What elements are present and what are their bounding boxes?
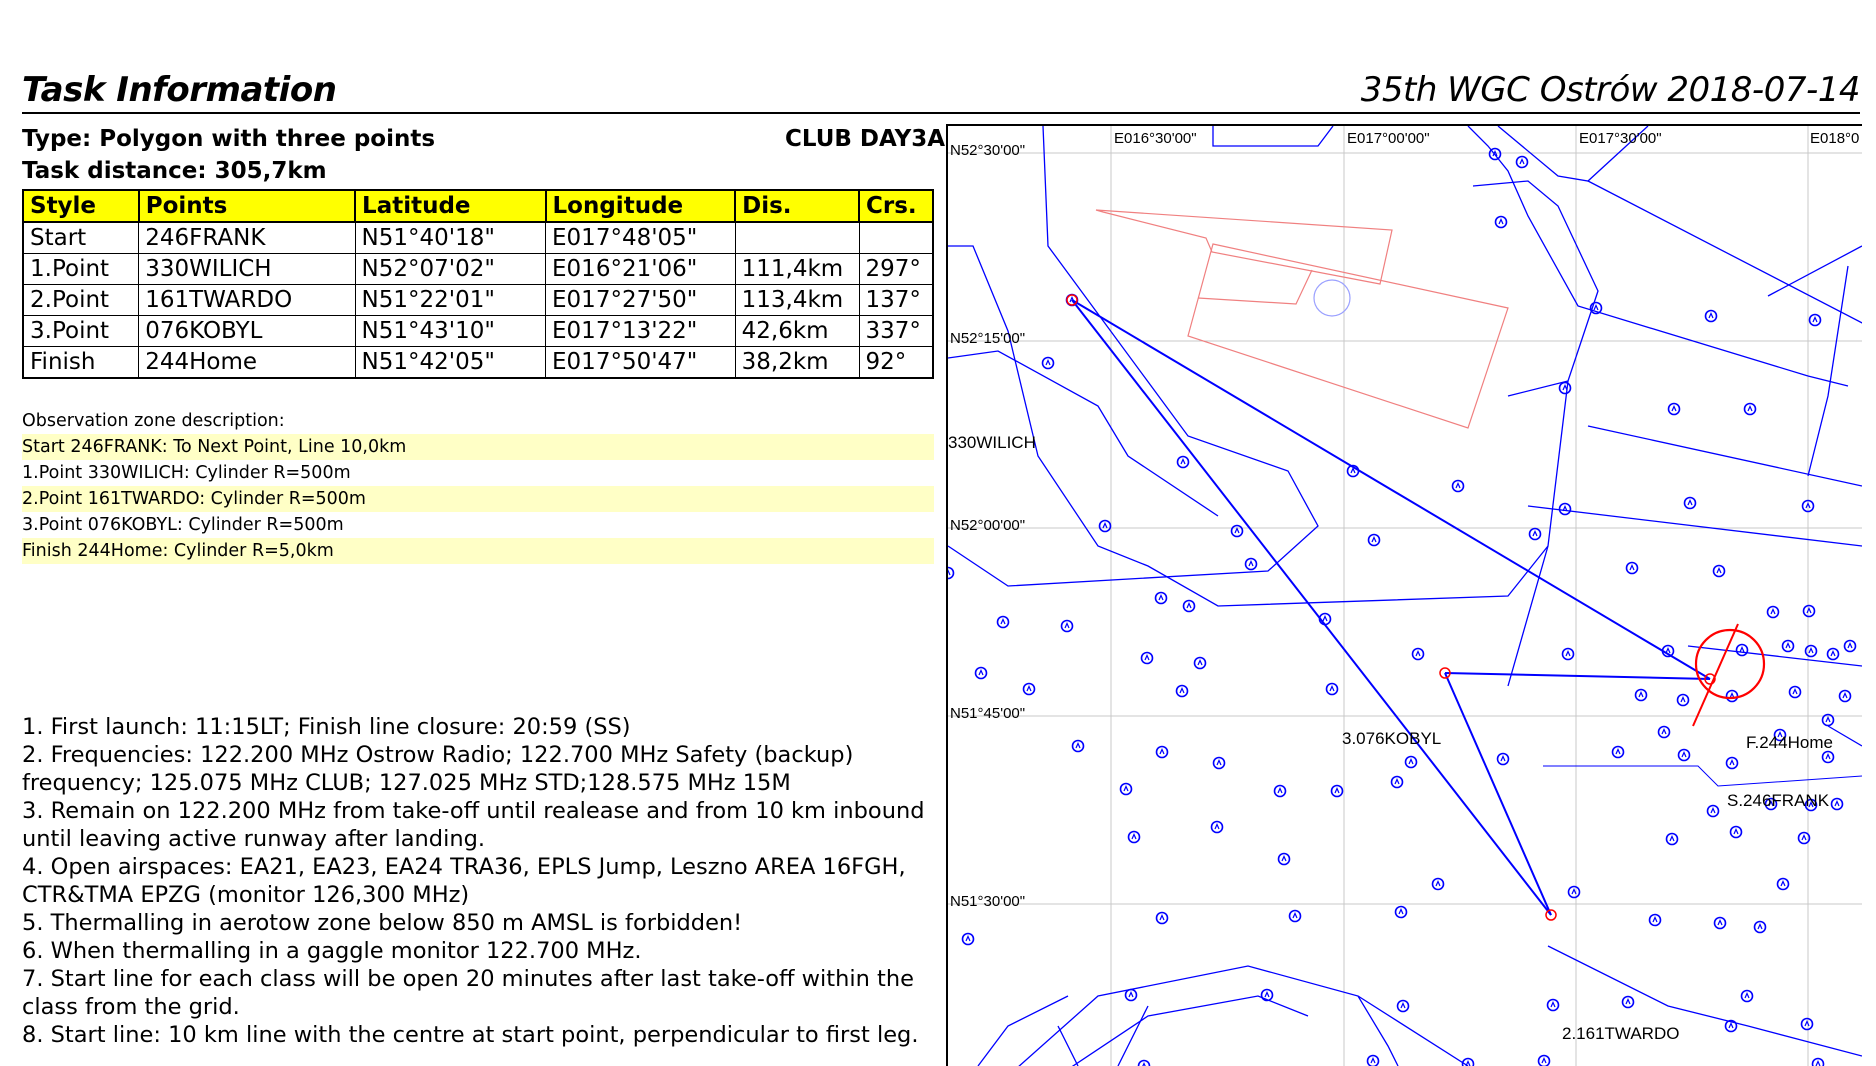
longitude-label: E017°30'00" bbox=[1579, 130, 1662, 147]
airspace-boundary bbox=[1213, 126, 1333, 146]
turnpoint-icon bbox=[1024, 684, 1035, 695]
turnpoint-icon bbox=[1742, 991, 1753, 1002]
turnpoint-icon bbox=[1398, 1001, 1409, 1012]
table-cell: N52°07'02" bbox=[355, 254, 545, 285]
turnpoint-icon bbox=[1667, 834, 1678, 845]
table-cell: E017°48'05" bbox=[546, 222, 736, 254]
turnpoint-icon bbox=[1157, 747, 1168, 758]
map-labels bbox=[948, 130, 1859, 1043]
list-item: Finish 244Home: Cylinder R=5,0km bbox=[22, 538, 934, 564]
turnpoint-icon bbox=[1369, 535, 1380, 546]
restricted-zone bbox=[1198, 270, 1312, 304]
turnpoint-icon bbox=[1563, 649, 1574, 660]
turnpoint-icon bbox=[1685, 498, 1696, 509]
column-header: Dis. bbox=[735, 190, 859, 222]
turnpoint-icon bbox=[1246, 559, 1257, 570]
task-type: Type: Polygon with three points bbox=[22, 126, 435, 152]
turnpoint-icon bbox=[1714, 566, 1725, 577]
turnpoint-icon bbox=[1650, 915, 1661, 926]
task-distance: Task distance: 305,7km bbox=[22, 158, 327, 184]
column-header: Points bbox=[139, 190, 355, 222]
table-cell: 137° bbox=[859, 285, 933, 316]
turnpoint-icon bbox=[1126, 990, 1137, 1001]
longitude-label: E018°0 bbox=[1810, 130, 1859, 147]
turnpoint-icon bbox=[1129, 832, 1140, 843]
turnpoint-label-twardo: 2.161TWARDO bbox=[1562, 1024, 1679, 1043]
turnpoint-icon bbox=[1156, 593, 1167, 604]
page-title: Task Information bbox=[22, 70, 336, 110]
latitude-label: N52°00'00" bbox=[950, 517, 1025, 534]
turnpoint-icon bbox=[1396, 907, 1407, 918]
observation-zone-list bbox=[22, 434, 934, 564]
turnpoint-icon bbox=[1560, 504, 1571, 515]
turnpoint-icon bbox=[1453, 481, 1464, 492]
turnpoint-icon bbox=[1790, 687, 1801, 698]
turnpoint-icon bbox=[1279, 854, 1290, 865]
column-header: Crs. bbox=[859, 190, 933, 222]
airspace-boundary bbox=[1808, 376, 1848, 386]
turnpoint-icon bbox=[1569, 887, 1580, 898]
latitude-label: N51°45'00" bbox=[950, 705, 1025, 722]
turnpoint-icon bbox=[1332, 786, 1343, 797]
turnpoint-icon bbox=[976, 668, 987, 679]
turnpoint-icon bbox=[1142, 653, 1153, 664]
turnpoint-icon bbox=[1778, 879, 1789, 890]
course-leg bbox=[1072, 300, 1710, 679]
turnpoint-icon bbox=[1496, 217, 1507, 228]
table-cell: 244Home bbox=[139, 347, 355, 379]
turnpoint-icon bbox=[1548, 1000, 1559, 1011]
turnpoint-label-frank: S.246FRANK bbox=[1727, 791, 1830, 810]
task-course bbox=[1067, 295, 1764, 920]
airspace-boundary bbox=[1588, 426, 1862, 486]
note-item: 1. First launch: 11:15LT; Finish line closure: 20:59 (SS) bbox=[22, 713, 932, 741]
turnpoint-label-home: F.244Home bbox=[1746, 733, 1833, 752]
turnpoint-icon bbox=[1184, 601, 1195, 612]
turnpoint-icon bbox=[1413, 649, 1424, 660]
table-cell: 1.Point bbox=[23, 254, 139, 285]
turnpoint-icon bbox=[1275, 786, 1286, 797]
turnpoint-icon bbox=[1828, 649, 1839, 660]
note-item: 3. Remain on 122.200 MHz from take-off until realease and from 10 km inbound until leaving active runway after landing. bbox=[22, 797, 932, 853]
turnpoint-icon bbox=[1560, 383, 1571, 394]
restricted-zone bbox=[1188, 244, 1508, 428]
turnpoint-icon bbox=[1100, 521, 1111, 532]
table-cell: N51°40'18" bbox=[355, 222, 545, 254]
turnpoint-icon bbox=[1731, 827, 1742, 838]
turnpoint-icon bbox=[1678, 695, 1689, 706]
turnpoint-icon bbox=[1043, 358, 1054, 369]
turnpoint-icon bbox=[1783, 641, 1794, 652]
note-item: 7. Start line for each class will be open 20 minutes after last take-off within the class from the grid. bbox=[22, 965, 932, 1021]
airspace-boundary bbox=[1588, 181, 1862, 326]
table-row bbox=[23, 285, 933, 316]
turnpoint-icon bbox=[1755, 922, 1766, 933]
list-item: 1.Point 330WILICH: Cylinder R=500m bbox=[22, 460, 934, 486]
turnpoint-icon bbox=[1727, 691, 1738, 702]
table-cell: 92° bbox=[859, 347, 933, 379]
turnpoint-icon bbox=[998, 617, 1009, 628]
longitude-label: E017°00'00" bbox=[1347, 130, 1430, 147]
turnpoint-icon bbox=[1463, 1059, 1474, 1066]
turnpoint-icon bbox=[1232, 526, 1243, 537]
task-table bbox=[22, 189, 934, 379]
turnpoint-icon bbox=[1327, 684, 1338, 695]
table-cell: 330WILICH bbox=[139, 254, 355, 285]
task-notes bbox=[22, 713, 932, 1049]
turnpoint-icon bbox=[1810, 315, 1821, 326]
task-map[interactable] bbox=[946, 124, 1862, 1066]
latitude-label: N52°30'00" bbox=[950, 142, 1025, 159]
course-leg bbox=[1445, 673, 1551, 915]
column-header: Style bbox=[23, 190, 139, 222]
table-cell: 38,2km bbox=[735, 347, 859, 379]
table-cell: 111,4km bbox=[735, 254, 859, 285]
map-canvas bbox=[948, 126, 1862, 1066]
turnpoint-icon bbox=[1121, 784, 1132, 795]
airspace-boundary bbox=[1008, 966, 1398, 1066]
turnpoint-icon bbox=[1212, 822, 1223, 833]
turnpoint-icon bbox=[1139, 1061, 1150, 1066]
restricted-zone bbox=[1314, 280, 1350, 316]
table-cell: N51°42'05" bbox=[355, 347, 545, 379]
airspace-boundary bbox=[1058, 996, 1308, 1066]
turnpoint-icon bbox=[1498, 754, 1509, 765]
turnpoint-icon bbox=[1178, 457, 1189, 468]
table-cell: E016°21'06" bbox=[546, 254, 736, 285]
turnpoint-label-wilich: 330WILICH bbox=[948, 433, 1036, 452]
turnpoint-icon bbox=[1659, 727, 1670, 738]
table-cell: N51°43'10" bbox=[355, 316, 545, 347]
airspace-boundary bbox=[1118, 1006, 1148, 1066]
note-item: 5. Thermalling in aerotow zone below 850 m AMSL is forbidden! bbox=[22, 909, 932, 937]
table-cell bbox=[859, 222, 933, 254]
turnpoint-icon bbox=[1802, 1019, 1813, 1030]
turnpoint-icon bbox=[1613, 747, 1624, 758]
longitude-label: E016°30'00" bbox=[1114, 130, 1197, 147]
airspace-boundary bbox=[1528, 506, 1862, 546]
turnpoint-icon bbox=[1177, 686, 1188, 697]
turnpoint-icon bbox=[1073, 741, 1084, 752]
turnpoint-icon bbox=[1832, 799, 1843, 810]
course-leg bbox=[1072, 300, 1551, 915]
table-row bbox=[23, 222, 933, 254]
turnpoint-icon bbox=[1290, 911, 1301, 922]
airspace-boundary bbox=[1058, 1026, 1078, 1066]
table-cell: 2.Point bbox=[23, 285, 139, 316]
turnpoint-icon bbox=[948, 568, 954, 579]
table-cell: 42,6km bbox=[735, 316, 859, 347]
turnpoint-icon bbox=[1804, 606, 1815, 617]
table-cell: 246FRANK bbox=[139, 222, 355, 254]
list-item: 2.Point 161TWARDO: Cylinder R=500m bbox=[22, 486, 934, 512]
turnpoint-icon bbox=[1262, 990, 1273, 1001]
turnpoint-icon bbox=[1737, 645, 1748, 656]
turnpoint-icon bbox=[1727, 758, 1738, 769]
table-cell bbox=[735, 222, 859, 254]
table-cell: Finish bbox=[23, 347, 139, 379]
header-divider bbox=[22, 112, 1860, 114]
turnpoint-icon bbox=[1195, 658, 1206, 669]
airspace-boundary bbox=[1828, 726, 1862, 746]
table-cell: 076KOBYL bbox=[139, 316, 355, 347]
observation-zone-title: Observation zone description: bbox=[22, 411, 285, 431]
turnpoint-icon bbox=[1214, 758, 1225, 769]
turnpoint-icon bbox=[1392, 777, 1403, 788]
table-cell: N51°22'01" bbox=[355, 285, 545, 316]
turnpoint-icon bbox=[1636, 690, 1647, 701]
table-cell: 337° bbox=[859, 316, 933, 347]
note-item: 4. Open airspaces: EA21, EA23, EA24 TRA36, EPLS Jump, Leszno AREA 16FGH, CTR&TMA EPZG (monitor 126,300 MHz) bbox=[22, 853, 932, 909]
table-cell: 297° bbox=[859, 254, 933, 285]
turnpoint-icon bbox=[1679, 750, 1690, 761]
airspace-boundary bbox=[978, 996, 1068, 1066]
table-cell: Start bbox=[23, 222, 139, 254]
turnpoint-icon bbox=[963, 934, 974, 945]
turnpoint-icon bbox=[1745, 404, 1756, 415]
note-item: 2. Frequencies: 122.200 MHz Ostrow Radio; 122.700 MHz Safety (backup) frequency; 125.075 MHz CLUB; 127.025 MHz STD;128.575 MHz 15M bbox=[22, 741, 932, 797]
turnpoint-icon bbox=[1368, 1056, 1379, 1066]
turnpoint-markers bbox=[948, 149, 1856, 1066]
table-cell: 3.Point bbox=[23, 316, 139, 347]
turnpoint-icon bbox=[1433, 879, 1444, 890]
class-day: CLUB DAY3A bbox=[785, 126, 945, 152]
airspace-boundary bbox=[1543, 766, 1862, 786]
latitude-label: N51°30'00" bbox=[950, 893, 1025, 910]
turnpoint-icon bbox=[1539, 1056, 1550, 1066]
start-line bbox=[1693, 624, 1738, 726]
table-row bbox=[23, 347, 933, 379]
task-table-header bbox=[23, 190, 933, 222]
turnpoint-label-kobyl: 3.076KOBYL bbox=[1342, 729, 1441, 748]
turnpoint-icon bbox=[1406, 757, 1417, 768]
turnpoint-icon bbox=[1627, 563, 1638, 574]
column-header: Longitude bbox=[546, 190, 736, 222]
turnpoint-icon bbox=[1768, 607, 1779, 618]
turnpoint-icon bbox=[1623, 997, 1634, 1008]
turnpoint-icon bbox=[1823, 752, 1834, 763]
list-item: 3.Point 076KOBYL: Cylinder R=500m bbox=[22, 512, 934, 538]
table-cell: E017°50'47" bbox=[546, 347, 736, 379]
table-row bbox=[23, 254, 933, 285]
airspace-boundary bbox=[1468, 126, 1808, 376]
note-item: 6. When thermalling in a gaggle monitor 122.700 MHz. bbox=[22, 937, 932, 965]
airspace-boundary bbox=[1473, 181, 1598, 396]
turnpoint-icon bbox=[1062, 621, 1073, 632]
airspace-boundary bbox=[1768, 246, 1862, 296]
turnpoint-icon bbox=[1813, 1059, 1824, 1066]
table-cell: 161TWARDO bbox=[139, 285, 355, 316]
note-item: 8. Start line: 10 km line with the centre at start point, perpendicular to first leg. bbox=[22, 1021, 932, 1049]
turnpoint-icon bbox=[1845, 641, 1856, 652]
competition-name: 35th WGC Ostrów 2018-07-14 bbox=[1361, 70, 1860, 110]
turnpoint-icon bbox=[1530, 529, 1541, 540]
table-cell: E017°27'50" bbox=[546, 285, 736, 316]
table-cell: 113,4km bbox=[735, 285, 859, 316]
turnpoint-icon bbox=[1840, 691, 1851, 702]
turnpoint-icon bbox=[1708, 806, 1719, 817]
course-leg bbox=[1445, 673, 1710, 679]
table-row bbox=[23, 316, 933, 347]
turnpoint-icon bbox=[1706, 311, 1717, 322]
turnpoint-icon bbox=[1806, 646, 1817, 657]
airspace-boundary bbox=[1508, 381, 1568, 686]
turnpoint-icon bbox=[1726, 1021, 1737, 1032]
turnpoint-icon bbox=[1823, 715, 1834, 726]
turnpoint-icon bbox=[1669, 404, 1680, 415]
latitude-label: N52°15'00" bbox=[950, 330, 1025, 347]
airspace-boundary bbox=[948, 246, 1548, 606]
table-cell: E017°13'22" bbox=[546, 316, 736, 347]
turnpoint-icon bbox=[1157, 913, 1168, 924]
turnpoint-icon bbox=[1517, 157, 1528, 168]
turnpoint-icon bbox=[1715, 918, 1726, 929]
column-header: Latitude bbox=[355, 190, 545, 222]
list-item: Start 246FRANK: To Next Point, Line 10,0km bbox=[22, 434, 934, 460]
